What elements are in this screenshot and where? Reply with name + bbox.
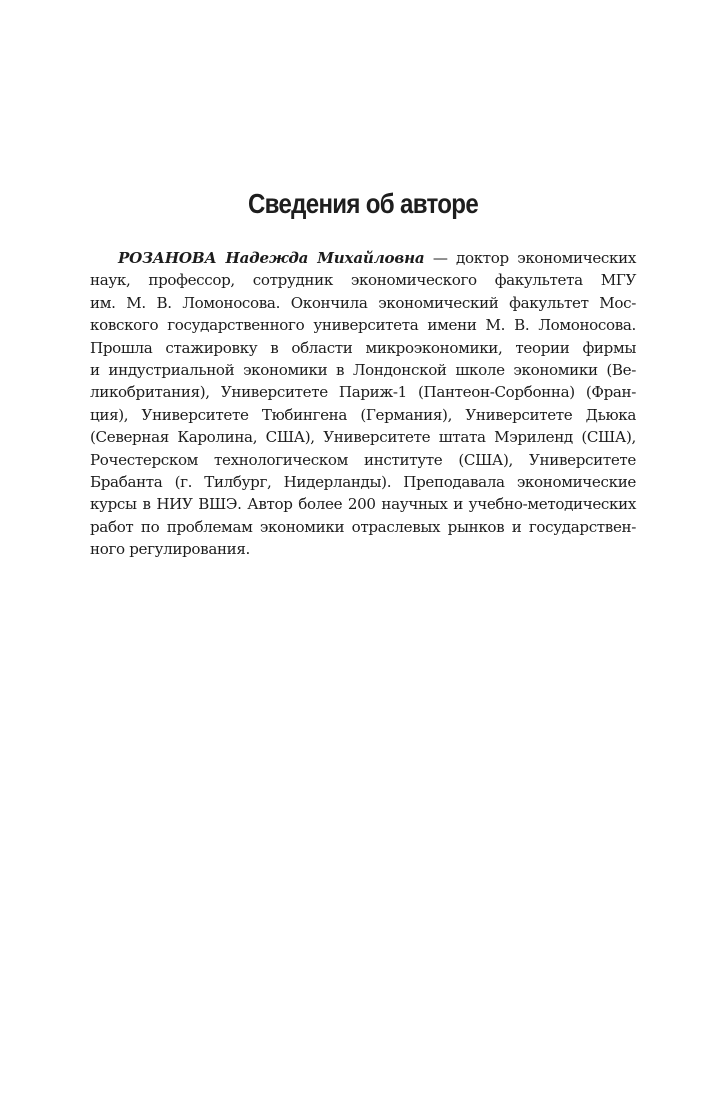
page-title: Сведения об авторе	[247, 188, 479, 219]
paragraph-line: и индустриальной экономики в Лондонской школе экономики (Ве-	[90, 361, 636, 380]
paragraph-line-text: — доктор экономических	[424, 249, 636, 267]
paragraph-line: ликобритания), Университете Париж-1 (Пантеон-Сорбонна) (Фран-	[90, 383, 636, 402]
paragraph-line: ного регулирования.	[90, 540, 251, 559]
paragraph-line: ция), Университете Тюбингена (Германия), Университете Дьюка	[90, 405, 636, 424]
paragraph-line: ковского государственного университета имени М. В. Ломоносова.	[90, 316, 636, 335]
paragraph-line: наук, профессор, сотрудник экономического факультета МГУ	[90, 271, 636, 290]
paragraph-line: Прошла стажировку в области микроэкономики, теории фирмы	[90, 338, 636, 357]
paragraph-line: (Северная Каролина, США), Университете штата Мэриленд (США),	[90, 428, 636, 447]
paragraph-line: Брабанта (г. Тилбург, Нидерланды). Преподавала экономические	[90, 473, 636, 492]
paragraph-line: курсы в НИУ ВШЭ. Автор более 200 научных и учебно-методических	[90, 495, 636, 514]
author-name: РОЗАНОВА Надежда Михайловна	[118, 249, 425, 267]
author-bio-paragraph	[90, 247, 636, 561]
paragraph-line: им. М. В. Ломоносова. Окончила экономический факультет Мос-	[90, 293, 636, 312]
paragraph-line	[90, 247, 636, 269]
paragraph-line: Рочестерском технологическом институте (США), Университете	[90, 450, 636, 469]
paragraph-line: работ по проблемам экономики отраслевых рынков и государствен-	[90, 517, 636, 536]
